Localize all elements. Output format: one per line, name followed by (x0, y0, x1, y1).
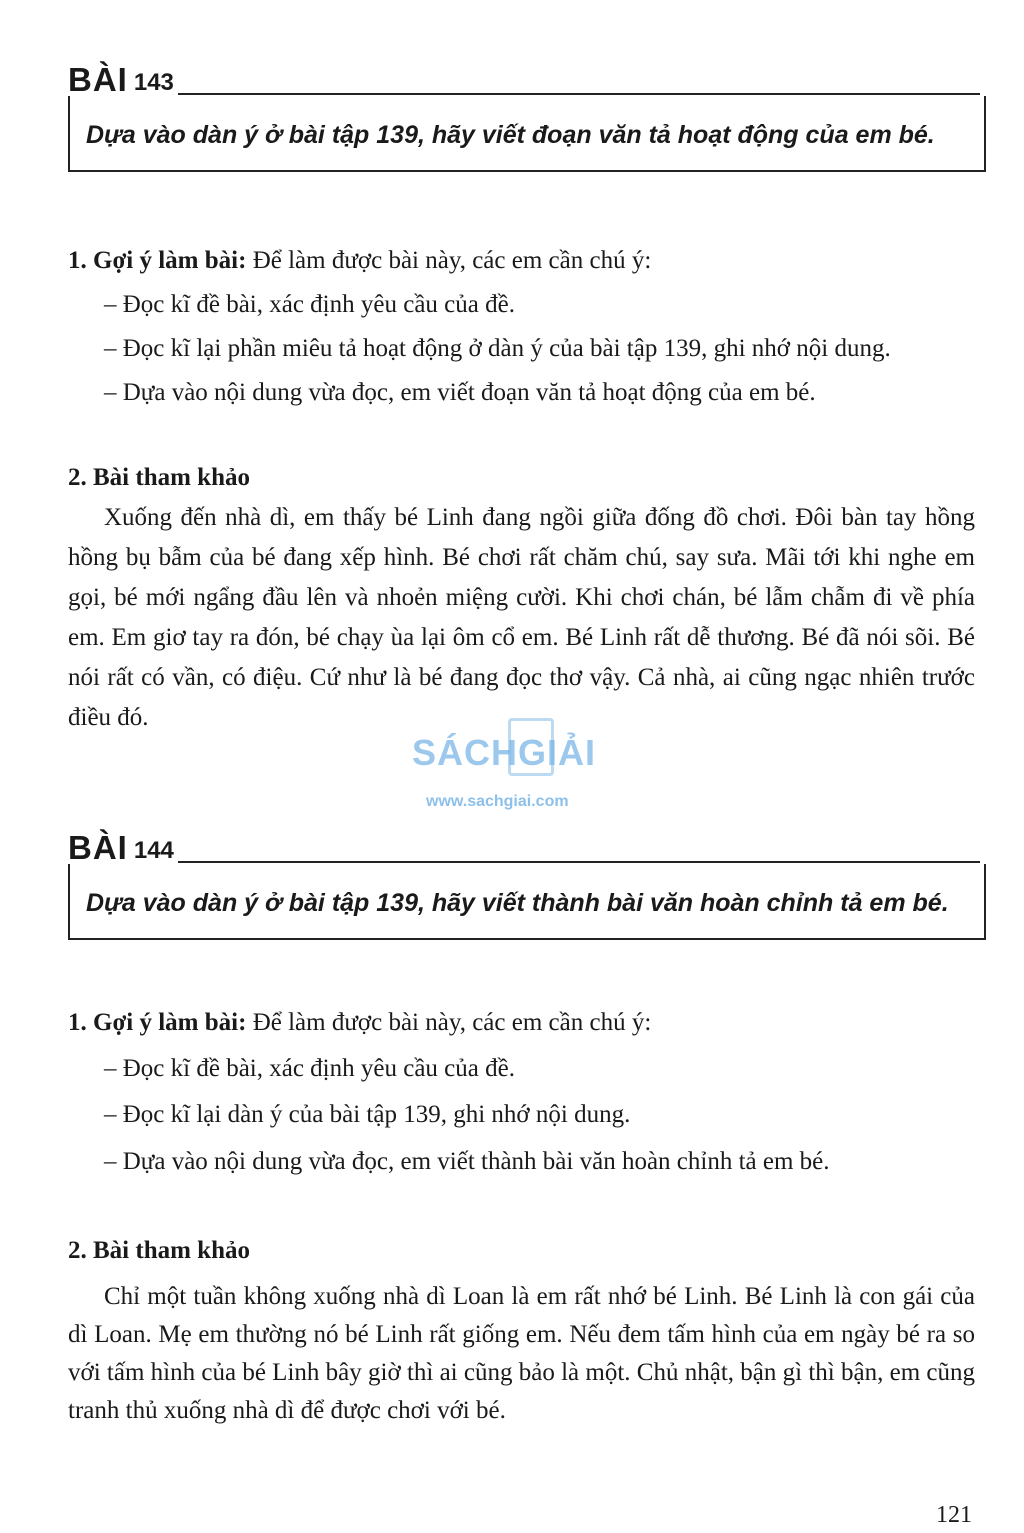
exercise-number: 144 (133, 837, 174, 864)
reference-label: 2. Bài tham khảo (68, 464, 250, 491)
exercise-task-box-144 (68, 864, 986, 940)
hint-section-144 (68, 1000, 975, 1182)
reference-paragraph: Chỉ một tuần không xuống nhà dì Loan là em rất nhớ bé Linh. Bé Linh là con gái của dì Loan. Mẹ em thường nó bé Linh rất giống em. Nếu đem tấm hình của em ngày bé ra so với tấm hình của bé Linh bây giờ thì ai cũng bảo là một. Chủ nhật, bận gì thì bận, em cũng tranh thủ xuống nhà dì để được chơi với bé. (68, 1283, 975, 1424)
exercise-heading-word: BÀI (68, 61, 128, 98)
hint-item: – Đọc kĩ lại phần miêu tả hoạt động ở dàn ý của bài tập 139, ghi nhớ nội dung. (104, 335, 891, 362)
hint-item: – Dựa vào nội dung vừa đọc, em viết đoạn văn tả hoạt động của em bé. (104, 379, 816, 406)
exercise-number: 143 (133, 69, 174, 96)
hint-item: – Đọc kĩ lại dàn ý của bài tập 139, ghi nhớ nội dung. (104, 1101, 631, 1128)
hint-intro: Để làm được bài này, các em cần chú ý: (246, 1009, 652, 1036)
heading-rule (178, 93, 980, 95)
page-number: 121 (936, 1502, 972, 1528)
exercise-heading-143 (68, 56, 980, 96)
watermark-brand: SÁCHGIẢI (412, 732, 597, 773)
hint-label: 1. Gợi ý làm bài: (68, 247, 247, 274)
hint-intro: Để làm được bài này, các em cần chú ý: (246, 247, 652, 274)
exercise-task-text: Dựa vào dàn ý ở bài tập 139, hãy viết thành bài văn hoàn chỉnh tả em bé. (86, 889, 949, 917)
hint-label: 1. Gợi ý làm bài: (68, 1009, 247, 1036)
reference-section-143 (68, 458, 975, 738)
watermark-url: www.sachgiai.com (426, 793, 569, 810)
reference-paragraph: Xuống đến nhà dì, em thấy bé Linh đang ngồi giữa đống đồ chơi. Đôi bàn tay hồng hồng bụ bẫm của bé đang xếp hình. Bé chơi rất chăm chú, say sưa. Mãi tới khi nghe em gọi, bé mới ngẩng đầu lên và nhoẻn miệng cười. Khi chơi chán, bé lẫm chẫm đi về phía em. Em giơ tay ra đón, bé chạy ùa lại ôm cổ em. Bé Linh rất dễ thương. Bé đã nói sõi. Bé nói rất có vần, có điệu. Cứ như là bé đang đọc thơ vậy. Cả nhà, ai cũng ngạc nhiên trước điều đó. (68, 504, 975, 731)
reference-section-144 (68, 1232, 975, 1430)
exercise-task-box-143 (68, 96, 986, 172)
hint-item: – Đọc kĩ đề bài, xác định yêu cầu của đề. (104, 1055, 515, 1082)
exercise-heading-144 (68, 824, 980, 864)
hint-item: – Đọc kĩ đề bài, xác định yêu cầu của đề. (104, 291, 515, 318)
exercise-task-text: Dựa vào dàn ý ở bài tập 139, hãy viết đoạn văn tả hoạt động của em bé. (86, 121, 935, 149)
hint-heading (68, 239, 975, 283)
heading-rule (178, 861, 980, 863)
hint-section-143 (68, 239, 975, 415)
hint-item: – Dựa vào nội dung vừa đọc, em viết thành bài văn hoàn chỉnh tả em bé. (104, 1148, 830, 1175)
hint-heading (68, 1000, 975, 1046)
exercise-heading-word: BÀI (68, 829, 128, 866)
reference-label: 2. Bài tham khảo (68, 1237, 250, 1264)
